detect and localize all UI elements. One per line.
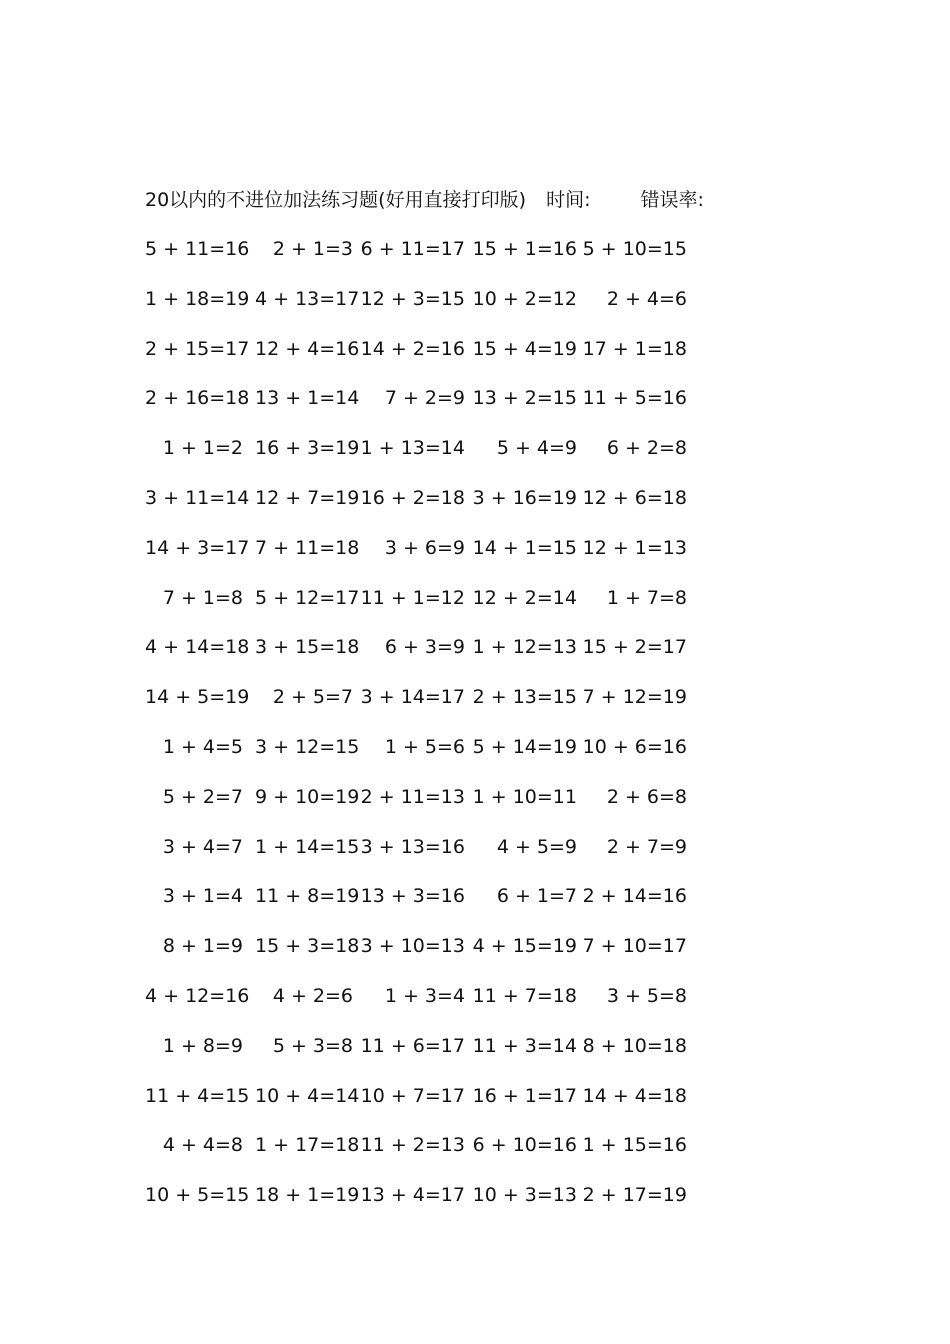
problem-item: 7 + 12=19 — [582, 686, 687, 709]
problem-item: 3 + 11=14 — [145, 486, 250, 509]
problem-item: 5 + 2=7 — [162, 785, 243, 808]
problem-item: 8 + 10=18 — [582, 1034, 687, 1057]
problem-item: 4 + 12=16 — [145, 984, 250, 1007]
problem-item: 3 + 15=18 — [255, 636, 360, 659]
problem-item: 2 + 16=18 — [145, 387, 250, 410]
problem-item: 6 + 2=8 — [606, 437, 687, 460]
problem-item: 11 + 8=19 — [255, 885, 360, 908]
problem-item: 11 + 4=15 — [145, 1084, 250, 1107]
problem-item: 17 + 1=18 — [582, 337, 687, 360]
problem-item: 7 + 1=8 — [162, 586, 243, 609]
problem-item: 10 + 2=12 — [472, 287, 577, 310]
problem-item: 13 + 3=16 — [360, 885, 465, 908]
problem-item: 15 + 2=17 — [582, 636, 687, 659]
problem-item: 3 + 16=19 — [472, 486, 577, 509]
problem-item: 9 + 10=19 — [255, 785, 360, 808]
problem-item: 2 + 14=16 — [582, 885, 687, 908]
problem-item: 4 + 2=6 — [272, 984, 353, 1007]
problem-item: 16 + 2=18 — [360, 486, 465, 509]
problem-item: 4 + 13=17 — [255, 287, 360, 310]
problem-row — [145, 382, 705, 432]
problem-item: 13 + 2=15 — [472, 387, 577, 410]
problem-row — [145, 880, 705, 930]
problem-item: 12 + 7=19 — [255, 486, 360, 509]
problem-item: 10 + 7=17 — [360, 1084, 465, 1107]
problem-item: 4 + 4=8 — [162, 1134, 243, 1157]
problem-item: 12 + 3=15 — [360, 287, 465, 310]
problem-item: 5 + 10=15 — [582, 238, 687, 260]
problem-item: 10 + 5=15 — [145, 1184, 250, 1207]
problem-item: 10 + 3=13 — [472, 1184, 577, 1207]
problem-item: 11 + 5=16 — [582, 387, 687, 410]
problem-item: 11 + 2=13 — [360, 1134, 465, 1157]
problem-item: 1 + 17=18 — [255, 1134, 360, 1157]
problem-item: 16 + 3=19 — [255, 437, 360, 460]
problem-row — [145, 532, 705, 582]
problem-item: 7 + 2=9 — [384, 387, 465, 410]
problem-item: 1 + 4=5 — [162, 735, 243, 758]
problem-item: 6 + 3=9 — [384, 636, 465, 659]
problem-grid — [145, 233, 705, 1229]
problem-item: 1 + 15=16 — [582, 1134, 687, 1157]
problem-item: 8 + 1=9 — [162, 935, 243, 958]
problem-row — [145, 781, 705, 831]
problem-row — [145, 681, 705, 731]
problem-item: 5 + 11=16 — [145, 238, 250, 260]
problem-row — [145, 1129, 705, 1179]
problem-item: 3 + 6=9 — [384, 536, 465, 559]
problem-item: 1 + 14=15 — [255, 835, 360, 858]
problem-item: 3 + 1=4 — [162, 885, 243, 908]
problem-item: 6 + 10=16 — [472, 1134, 577, 1157]
problem-row — [145, 1080, 705, 1130]
problem-row — [145, 980, 705, 1030]
problem-item: 4 + 14=18 — [145, 636, 250, 659]
problem-item: 7 + 10=17 — [582, 935, 687, 958]
problem-item: 18 + 1=19 — [255, 1184, 360, 1207]
problem-item: 2 + 15=17 — [145, 337, 250, 360]
problem-item: 1 + 5=6 — [384, 735, 465, 758]
problem-item: 1 + 7=8 — [606, 586, 687, 609]
problem-item: 12 + 6=18 — [582, 486, 687, 509]
problem-item: 4 + 5=9 — [496, 835, 577, 858]
problem-item: 1 + 3=4 — [384, 984, 465, 1007]
problem-row — [145, 233, 705, 283]
error-rate-label: 错误率: — [640, 189, 704, 211]
problem-item: 7 + 11=18 — [255, 536, 360, 559]
problem-item: 15 + 1=16 — [472, 238, 577, 260]
time-label: 时间: — [546, 189, 591, 211]
problem-item: 5 + 12=17 — [255, 586, 360, 609]
problem-item: 14 + 1=15 — [472, 536, 577, 559]
problem-item: 3 + 5=8 — [606, 984, 687, 1007]
problem-row — [145, 1179, 705, 1229]
problem-row — [145, 482, 705, 532]
problem-item: 3 + 13=16 — [360, 835, 465, 858]
problem-item: 3 + 10=13 — [360, 935, 465, 958]
problem-item: 12 + 2=14 — [472, 586, 577, 609]
problem-item: 1 + 18=19 — [145, 287, 250, 310]
problem-item: 15 + 4=19 — [472, 337, 577, 360]
problem-item: 14 + 2=16 — [360, 337, 465, 360]
problem-item: 14 + 4=18 — [582, 1084, 687, 1107]
problem-row — [145, 930, 705, 980]
problem-item: 2 + 7=9 — [606, 835, 687, 858]
problem-item: 16 + 1=17 — [472, 1084, 577, 1107]
problem-item: 14 + 3=17 — [145, 536, 250, 559]
problem-row — [145, 731, 705, 781]
problem-item: 2 + 1=3 — [272, 238, 353, 260]
problem-item: 14 + 5=19 — [145, 686, 250, 709]
problem-item: 13 + 4=17 — [360, 1184, 465, 1207]
problem-item: 2 + 13=15 — [472, 686, 577, 709]
problem-row — [145, 1030, 705, 1080]
problem-item: 11 + 6=17 — [360, 1034, 465, 1057]
problem-item: 2 + 11=13 — [360, 785, 465, 808]
worksheet-title: 20以内的不进位加法练习题(好用直接打印版) — [145, 189, 527, 211]
problem-row — [145, 582, 705, 632]
problem-item: 13 + 1=14 — [255, 387, 360, 410]
problem-item: 11 + 7=18 — [472, 984, 577, 1007]
worksheet-header — [145, 186, 704, 214]
problem-item: 2 + 17=19 — [582, 1184, 687, 1207]
problem-item: 15 + 3=18 — [255, 935, 360, 958]
problem-item: 5 + 4=9 — [496, 437, 577, 460]
problem-item: 11 + 1=12 — [360, 586, 465, 609]
problem-item: 12 + 1=13 — [582, 536, 687, 559]
problem-item: 1 + 13=14 — [360, 437, 465, 460]
problem-row — [145, 432, 705, 482]
problem-item: 6 + 1=7 — [496, 885, 577, 908]
problem-item: 12 + 4=16 — [255, 337, 360, 360]
problem-item: 10 + 6=16 — [582, 735, 687, 758]
problem-item: 5 + 3=8 — [272, 1034, 353, 1057]
problem-item: 1 + 10=11 — [472, 785, 577, 808]
problem-item: 2 + 5=7 — [272, 686, 353, 709]
problem-item: 11 + 3=14 — [472, 1034, 577, 1057]
problem-row — [145, 831, 705, 881]
problem-item: 3 + 12=15 — [255, 735, 360, 758]
problem-row — [145, 333, 705, 383]
problem-item: 4 + 15=19 — [472, 935, 577, 958]
problem-item: 6 + 11=17 — [360, 238, 465, 260]
problem-row — [145, 631, 705, 681]
problem-row — [145, 283, 705, 333]
problem-item: 2 + 4=6 — [606, 287, 687, 310]
problem-item: 5 + 14=19 — [472, 735, 577, 758]
problem-item: 1 + 12=13 — [472, 636, 577, 659]
problem-item: 3 + 14=17 — [360, 686, 465, 709]
problem-item: 2 + 6=8 — [606, 785, 687, 808]
problem-item: 3 + 4=7 — [162, 835, 243, 858]
problem-item: 10 + 4=14 — [255, 1084, 360, 1107]
problem-item: 1 + 1=2 — [162, 437, 243, 460]
problem-item: 1 + 8=9 — [162, 1034, 243, 1057]
